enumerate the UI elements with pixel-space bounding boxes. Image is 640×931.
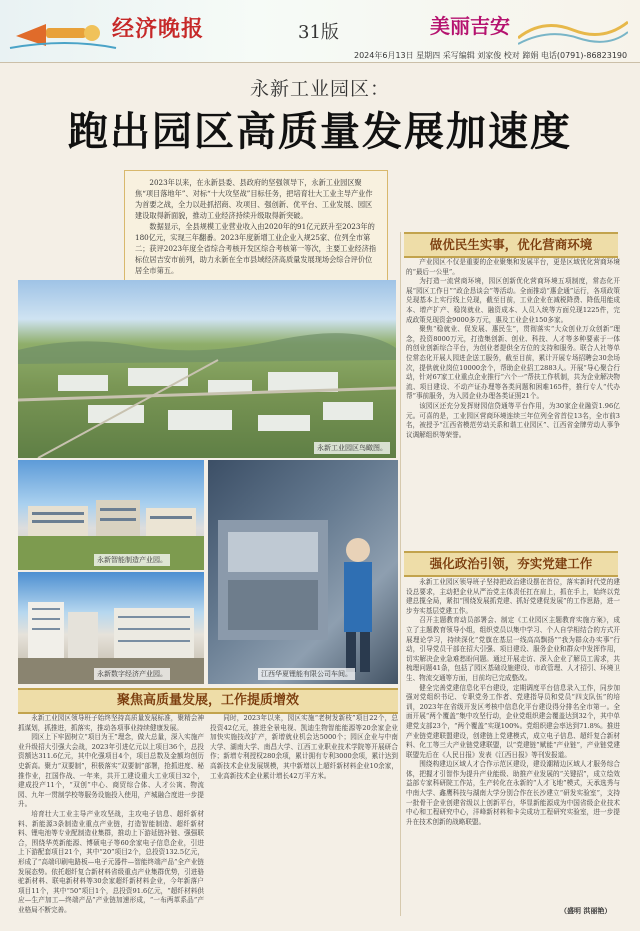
column-divider [400,232,401,916]
aerial-photo [18,280,396,458]
masthead [0,0,640,63]
section-brand: 美丽吉安 [430,14,510,38]
page-number: 31版 [298,22,339,43]
body-paragraph: 聚焦“稳就业、促发展、惠民生”，贯彻落实“大众创业万众创新”理念，投资8000万元，打造集创新、创业、科技、人才等多种要素于一体的创业创新综合平台，为创业者提供全方位的支持和服务。联合人社等单位常态化开展人园进企送工服务，截至目前，累计开展专场招聘会30余场次，提供就业岗位10000余个，帮助企业招工2883人。开展“导心聚合行动，针对67家工业重点企业推行“六个一”帮扶工作机制，共为企业解决物流、项目建设、不动产证办理等各类问题和困难165件，推行专人“代办帮”事前服务，为入园企业办理各类证照21个。 [406,325,620,401]
photo-caption: 永新工业园区鸟瞰图。 [314,442,390,454]
photo-caption: 永新智能制造产业园。 [94,554,170,566]
body-paragraph: 健全完善党建信息化平台建设，定期调度平台信息录入工作，同步加强对党组织书记、专职党务工作者、党建指导员和党员“四支队伍”的培训，2023年在省级开发区考核中信息化平台建设得分排名全市第一。全面开展“两个覆盖”集中攻坚行动，企业党组织建会覆盖达到32个，其中单建党支部23个，“两个覆盖”实现100%。党组织建会率达到71.8%。推进产业链党建联盟建设，创建链上党建模式，成立电子信息、超纤复合新材料、化工等三大产业链党建联盟，以“党建链”赋能“产业链”，产业链党建联盟先后在《人民日报》发表《江西日报》等刊发报道。 [406,683,620,759]
photo-caption: 永新数字经济产业园。 [94,668,170,680]
decorative-wave-icon [518,8,628,46]
article-headline: 跑出园区高质量发展加速度 [68,109,572,155]
photo-caption: 江西华夏锂能有限公司车间。 [258,668,355,680]
section-title-party-building: 强化政治引领，夯实党建工作 [404,551,618,577]
byline: （盛明 洪丽艳） [560,906,612,915]
body-paragraph: 为打造一流营商环境，园区创新优化营商环境五项制度，常态化开展“园区工作日”“政企恳谈会”等活动。全面推动“惠企通”运行，各项政策兑现基本上实行线上兑现，截至目前，工业企业在减税降费、降低用能成本、增产扩产、稳岗就业、融资成本、人员入统等方面兑现1225件，完成政策兑现资金9000多万元，惠及工业企业150多家。 [406,277,620,324]
dateline: 2024年6月13日 星期四 采写编辑 刘家俊 校对 蹄娟 电话(0791)-86823190 [354,51,628,60]
section-body-high-quality-development-col1 [18,714,204,916]
body-paragraph: 培育壮大工业主导产业攻坚战，主攻电子信息、超纤新材料、新能源3条制造业重点产业链，打造智能制造、超纤新材料、锂电池等专业配制造业集群，推动上下游延链补链、强强联合，围绕华英新能源、博硕电子等60余家电子信息企业，引进上下游配套项目21个，其中“20”项目2个，总投资132.5亿元，形成了“高端印刷电路板—电子元器件—智能终端产品”全产业链发展态势。依托超纤复合新材料省级重点产业集群优势，引进骆驼新材料、联电新材料等30余家超纤新材料企业，今年新落户项目11个，其中“50”项目1个，总投资91.6亿元，“超纤材料供应—生产加工—终端产品”产业链加速形成，“一布两革系品”产业格局不断完善。 [18,809,204,914]
body-paragraph: 永新工业园区领导班子始终坚持高质量发展标准，聚精会神抓谋划，抓推进，抓落实，推动各项事业持续健康发展。 [18,714,204,732]
section-body-high-quality-development-col2 [210,714,398,916]
body-paragraph: 产业园区不仅是重要的企业聚集和发展平台，更是区域优化营商环境的“最后一公里”。 [406,258,620,276]
body-paragraph: 该园区还充分发挥财园信贷通等平台作用，为30家企业融资1.96亿元。可喜的是，工业园区营商环境连续三年位列全省首位13名，全市前3名，被授予“江西省模范劳动关系和谐工业园区”、江西省金牌劳动人事争议调解组织等荣誉。 [406,401,620,439]
lead-paragraph: 数据显示，全县规模工业营业收入由2020年的91亿元跃升至2023年的180亿元，实现三年翻番。2023年度新增工业企业入规25家、位列全市第二；获评2023年度全省综合考核开发区综合考核第一等次，主要工业经济指标位居吉安市前列，助力永新在全市县域经济高质量发展现场会综合评价位居全市第五。 [135,222,377,275]
body-paragraph: 同时，2023年以来，园区实施“老树发新枝”项目22个，总投资42亿元，推进全景电视、凯迪生物智能能源等20余家企业加快实施技改扩产，新增就业机会达5000个；园区企业与中南大学、湖南大学、南昌大学、江西工业职业技术学院等开展研合作；新增专利授权280余项，累计拥有专利3000余项，累计达到高新技术企业发展规模，其中新增以上超纤新材料企业10余家，工业高新技术企业累计增长42万平方米。 [210,714,398,780]
section-body-party-building [406,578,620,916]
aerial-illustration [18,280,396,458]
section-body-business-environment [406,258,620,548]
workshop-illustration [208,460,398,684]
section-title-high-quality-development: 聚焦高质量发展，工作提质增效 [18,688,398,714]
section-title-business-environment: 做优民生实事，优化营商环境 [404,232,618,258]
body-paragraph: 永新工业园区领导班子坚持把政治建设摆在首位，落实新时代党的建设总要求，主动把企业从严治党主体责任扛在肩上，抓在手上，始终以党建总揽全局，紧扣“围绕发展抓党建、抓好党建促发展”的工作思路，进一步夯实基层党建工作。 [406,578,620,615]
paper-name: 经济晚报 [112,16,205,42]
body-paragraph: 召开主题教育动员部署会、制定《工业园区主题教育实施方案》，成立了主题教育领导小组，组织党员以集中学习、个人自学相结合的方式开展理论学习，持续深化“党旗在基层一线高高飘扬”“我为群众办实事”行动，引导党员干部在招大引强、项目建设、服务企业和群众中发挥作用，切实解决企业急难愁盼问题。通过开展走访、深入企业了解员工需求，共梳理问题41条，包括了园区基础设施建设、市政管理、人才招引、环境卫生、物流交通等方面，目前均已完成整改。 [406,616,620,682]
article-topic: 永新工业园区： [249,78,390,100]
industrial-park-photo [18,460,204,570]
body-paragraph: 园区上下牢固树立“项目为王”理念，做大总量，深入实施产业升级招大引强大会战，2023年引进亿元以上项目36个，总投资额达311.6亿元，其中化强项目4个，项目总数及金额均创历史新高。聚力“双要制”，积极落实“双要制”部署，抢抓进度、秘推作业，扛国作战、一年来，共开工建设重大工业项目32个，建成投产11个，“双创”中心、商贸综合体、人才公寓、物流园、九年一贯制学校等服务设施投入使用，产城融合度进一步提升。 [18,733,204,809]
digital-park-photo [18,572,204,684]
body-paragraph: 围绕构建边区域人才合作示范区建设，建设潮精边区域人才服务综合体，把握才引智作为提升产业能级、助推产业发展的“关键招”，成立绘效益部专家科研院工作站，生产转化在永新的“人才飞地”模式，天承选秀与中南大学、鑫鹰科技与湖南大学分别合作在长沙建立“研发实验室”，支持一批骨干企业创建省级以上创新平台，华显新能源成为中国省级企业技术中心和工程研究中心，洋峰新材料和卡尖成功工程研究实验室，进一步提升在技术创新的战略联盟。 [406,760,620,826]
workshop-photo [208,460,398,684]
lead-paragraph: 2023年以来，在永新县委、县政府的坚强领导下，永新工业园区聚焦“项目落地年”、对标“十大攻坚战”目标任务，把培育壮大工业主导产业作为首要之战，全力以赴抓招商、攻项目、强创新、优平台、工业发展、园区建设取得新面貌，推动工业经济持续升级取得新突破。 [135,178,373,220]
lead-box [124,170,388,282]
